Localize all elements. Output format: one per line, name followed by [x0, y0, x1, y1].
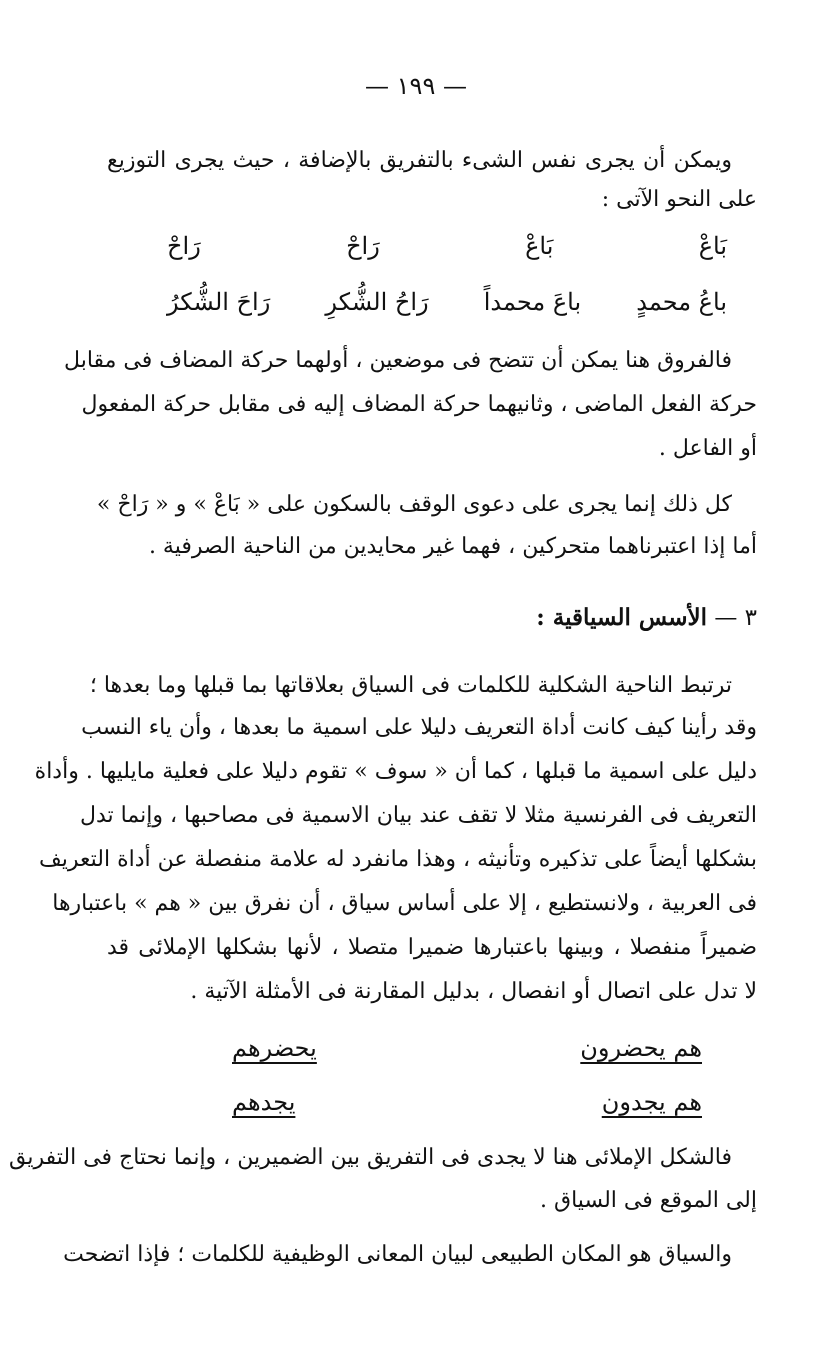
example-row [232, 1084, 702, 1126]
paragraph-line: لا تدل على اتصال أو انفصال ، بدليل المقارنة فى الأمثلة الآتية . [190, 979, 757, 1004]
paragraph-line: والسياق هو المكان الطبيعى لبيان المعانى الوظيفية للكلمات ؛ فإذا اتضحت [63, 1242, 732, 1267]
table-cell: رَاحْ [346, 232, 380, 260]
paragraph-line: إلى الموقع فى السياق . [540, 1188, 757, 1213]
paragraph-line: ويمكن أن يجرى نفس الشىء بالتفريق بالإضافة ، حيث يجرى التوزيع [107, 148, 732, 173]
table-cell: بَاعْ [698, 232, 727, 260]
example-row [232, 1030, 702, 1072]
paragraph-line: وقد رأينا كيف كانت أداة التعريف دليلا على اسمية ما بعدها ، وأن ياء النسب [81, 715, 757, 740]
table-cell: رَاحُ الشُّكرِ [325, 288, 429, 316]
paragraph-line: فالفروق هنا يمكن أن تتضح فى موضعين ، أولهما حركة المضاف فى مقابل [64, 348, 732, 373]
table-cell: بَاعْ [525, 232, 554, 260]
paragraph-line: على النحو الآتى : [601, 187, 757, 212]
example-table-row [167, 228, 727, 268]
paragraph-line: فالشكل الإملائى هنا لا يجدى فى التفريق بين الضميرين ، وإنما نحتاج فى التفريق [9, 1145, 732, 1170]
paragraph-line: فى العربية ، ولانستطيع ، إلا على أساس سياق ، أن نفرق بين « هم » باعتبارها [52, 891, 757, 916]
paragraph-line: دليل على اسمية ما قبلها ، كما أن « سوف » تقوم دليلا على فعلية مايليها . وأداة [34, 759, 757, 784]
table-cell: باعَ محمداً [483, 288, 582, 316]
paragraph-line: ضميراً منفصلا ، وبينها باعتبارها ضميرا متصلا ، لأنها بشكلها الإملائى قد [107, 935, 757, 960]
example-word: هم يجدون [601, 1088, 702, 1116]
paragraph-line: بشكلها أيضاً على تذكيره وتأنيثه ، وهذا مانفرد له علامة منفصلة عن أداة التعريف [38, 847, 757, 872]
paragraph-line: التعريف فى الفرنسية مثلا لا تقف عند بيان الاسمية فى مصاحبها ، وإنما تدل [80, 803, 757, 828]
page-number: — ١٩٩ — [365, 72, 467, 100]
example-word: يحضرهم [232, 1034, 317, 1062]
example-word: هم يحضرون [580, 1034, 702, 1062]
paragraph-line: أو الفاعل . [658, 436, 757, 461]
section-number: ٣ — [714, 605, 757, 631]
example-table-row [167, 284, 727, 324]
paragraph-line: أما إذا اعتبرناهما متحركين ، فهما غير محايدين من الناحية الصرفية . [148, 534, 757, 559]
paragraph-line: حركة الفعل الماضى ، وثانيهما حركة المضاف إليه فى مقابل حركة المفعول [81, 392, 757, 417]
table-cell: رَاحَ الشُّكرُ [167, 288, 271, 316]
example-word: يجدهم [232, 1088, 296, 1116]
table-cell: رَاحْ [167, 232, 201, 260]
section-heading [536, 600, 757, 636]
paragraph-line: ترتبط الناحية الشكلية للكلمات فى السياق بعلاقاتها بما قبلها وما بعدها ؛ [89, 673, 732, 698]
table-cell: باعُ محمدٍ [636, 288, 727, 316]
section-title: الأسس السياقية : [536, 604, 708, 631]
paragraph-line: كل ذلك إنما يجرى على دعوى الوقف بالسكون على « بَاعْ » و « رَاحْ » [96, 492, 732, 517]
